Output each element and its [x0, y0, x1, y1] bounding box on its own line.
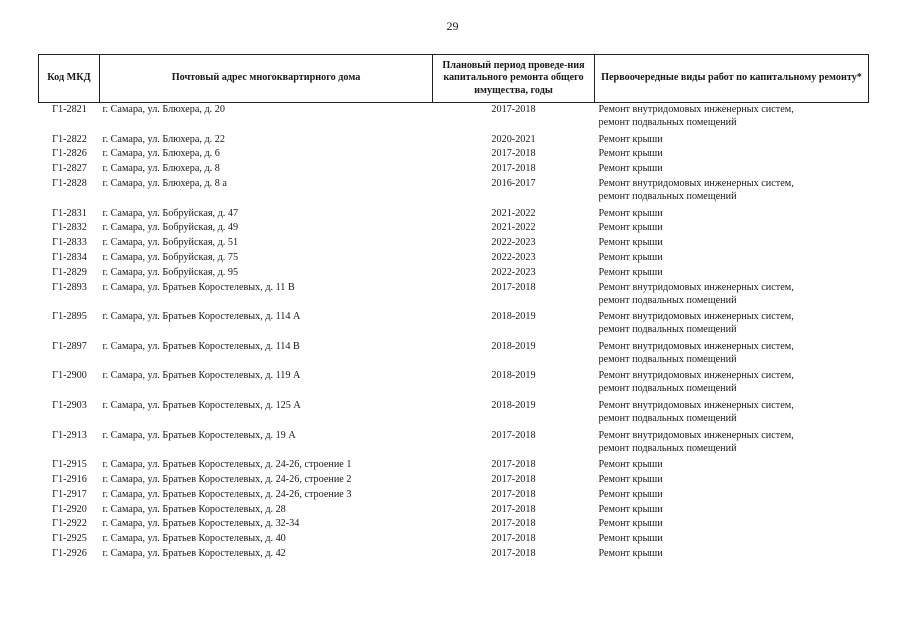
cell-code: Г1-2917 — [52, 488, 87, 500]
cell-code: Г1-2893 — [52, 281, 87, 293]
cell-period: 2022-2023 — [491, 237, 536, 249]
cell-period: 2022-2023 — [491, 266, 536, 278]
cell-works — [595, 281, 869, 311]
table-row — [39, 369, 869, 399]
table-row — [39, 207, 869, 222]
table-header-row — [39, 55, 869, 103]
cell-code: Г1-2920 — [52, 503, 87, 515]
works-line: Ремонт крыши — [598, 518, 663, 530]
header-works: Первоочередные виды работ по капитальному ремонту* — [595, 55, 869, 103]
table-row — [39, 340, 869, 370]
cell-works — [595, 162, 869, 177]
works-line: Ремонт крыши — [598, 473, 663, 485]
cell-works — [595, 251, 869, 266]
repair-plan-table — [38, 54, 869, 562]
cell-address: г. Самара, ул. Братьев Коростелевых, д. 24-26, строение 3 — [102, 488, 352, 500]
table-row — [39, 177, 869, 207]
cell-period: 2022-2023 — [491, 251, 536, 263]
cell-period: 2018-2019 — [491, 340, 536, 352]
cell-address: г. Самара, ул. Братьев Коростелевых, д. 119 А — [102, 370, 301, 382]
works-line: Ремонт крыши — [598, 163, 663, 175]
cell-period: 2020-2021 — [491, 133, 536, 145]
cell-code: Г1-2834 — [52, 251, 87, 263]
cell-period: 2017-2018 — [491, 473, 536, 485]
cell-period: 2016-2017 — [491, 177, 536, 189]
cell-code: Г1-2833 — [52, 237, 87, 249]
cell-code: Г1-2826 — [52, 148, 87, 160]
works-line: Ремонт крыши — [598, 207, 663, 219]
cell-code: Г1-2822 — [52, 133, 87, 145]
cell-code: Г1-2922 — [52, 518, 87, 530]
cell-address: г. Самара, ул. Братьев Коростелевых, д. 32-34 — [102, 518, 300, 530]
header-code: Код МКД — [39, 55, 100, 103]
cell-period: 2017-2018 — [491, 547, 536, 559]
works-line: Ремонт внутридомовых инженерных систем, — [598, 340, 794, 352]
cell-works — [595, 547, 869, 562]
cell-period: 2017-2018 — [491, 163, 536, 175]
cell-works — [595, 369, 869, 399]
cell-address: г. Самара, ул. Братьев Коростелевых, д. 11 В — [102, 281, 295, 293]
cell-code: Г1-2828 — [52, 177, 87, 189]
cell-address: г. Самара, ул. Братьев Коростелевых, д. 114 А — [102, 311, 301, 323]
table-row — [39, 266, 869, 281]
cell-code: Г1-2903 — [52, 399, 87, 411]
table-row — [39, 251, 869, 266]
table-row — [39, 133, 869, 148]
works-line: ремонт подвальных помещений — [598, 383, 737, 395]
cell-code: Г1-2827 — [52, 163, 87, 175]
works-line: ремонт подвальных помещений — [598, 190, 737, 202]
cell-period: 2017-2018 — [491, 503, 536, 515]
works-line: Ремонт крыши — [598, 547, 663, 559]
works-line: Ремонт крыши — [598, 266, 663, 278]
cell-period: 2017-2018 — [491, 533, 536, 545]
cell-works — [595, 473, 869, 488]
cell-address: г. Самара, ул. Бобруйская, д. 95 — [102, 266, 239, 278]
cell-works — [595, 517, 869, 532]
cell-address: г. Самара, ул. Бобруйская, д. 47 — [102, 207, 239, 219]
table-row — [39, 429, 869, 459]
cell-code: Г1-2832 — [52, 222, 87, 234]
works-line: ремонт подвальных помещений — [598, 412, 737, 424]
table-row — [39, 503, 869, 518]
works-line: Ремонт крыши — [598, 503, 663, 515]
works-line: Ремонт внутридомовых инженерных систем, — [598, 370, 794, 382]
works-line: ремонт подвальных помещений — [598, 324, 737, 336]
cell-address: г. Самара, ул. Блюхера, д. 20 — [102, 104, 225, 115]
cell-code: Г1-2829 — [52, 266, 87, 278]
cell-address: г. Самара, ул. Бобруйская, д. 75 — [102, 251, 239, 263]
cell-period: 2017-2018 — [491, 104, 536, 115]
cell-address: г. Самара, ул. Братьев Коростелевых, д. 42 — [102, 547, 286, 559]
table-row — [39, 236, 869, 251]
cell-works — [595, 221, 869, 236]
works-line: Ремонт внутридомовых инженерных систем, — [598, 429, 794, 441]
works-line: Ремонт крыши — [598, 251, 663, 263]
cell-code: Г1-2925 — [52, 533, 87, 545]
table-row — [39, 458, 869, 473]
cell-works — [595, 103, 869, 133]
table-row — [39, 517, 869, 532]
cell-address: г. Самара, ул. Братьев Коростелевых, д. 125 А — [102, 399, 301, 411]
cell-address: г. Самара, ул. Бобруйская, д. 49 — [102, 222, 239, 234]
cell-works — [595, 133, 869, 148]
works-line: Ремонт крыши — [598, 222, 663, 234]
cell-code: Г1-2897 — [52, 340, 87, 352]
cell-period: 2017-2018 — [491, 459, 536, 471]
works-line: Ремонт внутридомовых инженерных систем, — [598, 281, 794, 293]
works-line: Ремонт внутридомовых инженерных систем, — [598, 311, 794, 323]
cell-code: Г1-2913 — [52, 429, 87, 441]
works-line: Ремонт крыши — [598, 237, 663, 249]
cell-address: г. Самара, ул. Братьев Коростелевых, д. 114 В — [102, 340, 300, 352]
works-line: ремонт подвальных помещений — [598, 294, 737, 306]
header-period: Плановый период проведе-ния капитального ремонта общего имущества, годы — [433, 55, 595, 103]
page-number: 29 — [446, 19, 459, 33]
cell-address: г. Самара, ул. Братьев Коростелевых, д. 19 А — [102, 429, 296, 441]
cell-works — [595, 503, 869, 518]
cell-address: г. Самара, ул. Бобруйская, д. 51 — [102, 237, 239, 249]
cell-period: 2017-2018 — [491, 488, 536, 500]
works-line: Ремонт внутридомовых инженерных систем, — [598, 399, 794, 411]
table-row — [39, 547, 869, 562]
cell-period: 2018-2019 — [491, 370, 536, 382]
table-row — [39, 532, 869, 547]
cell-address: г. Самара, ул. Братьев Коростелевых, д. 40 — [102, 533, 286, 545]
table-row — [39, 473, 869, 488]
cell-period: 2018-2019 — [491, 399, 536, 411]
works-line: Ремонт крыши — [598, 148, 663, 160]
cell-works — [595, 236, 869, 251]
cell-address: г. Самара, ул. Братьев Коростелевых, д. 28 — [102, 503, 286, 515]
table-row — [39, 147, 869, 162]
works-line: Ремонт крыши — [598, 459, 663, 471]
cell-code: Г1-2916 — [52, 473, 87, 485]
cell-works — [595, 207, 869, 222]
works-line: ремонт подвальных помещений — [598, 442, 737, 454]
cell-period: 2021-2022 — [491, 207, 536, 219]
cell-period: 2017-2018 — [491, 429, 536, 441]
table-row — [39, 221, 869, 236]
table-row — [39, 162, 869, 177]
cell-address: г. Самара, ул. Братьев Коростелевых, д. 24-26, строение 1 — [102, 459, 352, 471]
works-line: Ремонт крыши — [598, 488, 663, 500]
cell-code: Г1-2831 — [52, 207, 87, 219]
cell-works — [595, 532, 869, 547]
cell-address: г. Самара, ул. Блюхера, д. 8 — [102, 163, 220, 175]
cell-code: Г1-2900 — [52, 370, 87, 382]
cell-address: г. Самара, ул. Братьев Коростелевых, д. 24-26, строение 2 — [102, 473, 352, 485]
cell-works — [595, 177, 869, 207]
cell-period: 2017-2018 — [491, 281, 536, 293]
header-address: Почтовый адрес многоквартирного дома — [100, 55, 433, 103]
cell-address: г. Самара, ул. Блюхера, д. 6 — [102, 148, 220, 160]
works-line: ремонт подвальных помещений — [598, 353, 737, 365]
table-row — [39, 399, 869, 429]
cell-works — [595, 399, 869, 429]
cell-period: 2017-2018 — [491, 518, 536, 530]
cell-address: г. Самара, ул. Блюхера, д. 22 — [102, 133, 225, 145]
cell-works — [595, 429, 869, 459]
works-line: ремонт подвальных помещений — [598, 117, 737, 128]
cell-works — [595, 310, 869, 340]
cell-code: Г1-2895 — [52, 311, 87, 323]
cell-address: г. Самара, ул. Блюхера, д. 8 а — [102, 177, 227, 189]
cell-period: 2017-2018 — [491, 148, 536, 160]
works-line: Ремонт внутридомовых инженерных систем, — [598, 104, 794, 115]
works-line: Ремонт внутридомовых инженерных систем, — [598, 177, 794, 189]
cell-period: 2021-2022 — [491, 222, 536, 234]
table-row — [39, 281, 869, 311]
cell-works — [595, 340, 869, 370]
cell-period: 2018-2019 — [491, 311, 536, 323]
cell-works — [595, 458, 869, 473]
cell-works — [595, 147, 869, 162]
table-row — [39, 310, 869, 340]
table-row — [39, 488, 869, 503]
cell-works — [595, 488, 869, 503]
works-line: Ремонт крыши — [598, 533, 663, 545]
works-line: Ремонт крыши — [598, 133, 663, 145]
table-row — [39, 103, 869, 133]
cell-code: Г1-2915 — [52, 459, 87, 471]
cell-works — [595, 266, 869, 281]
cell-code: Г1-2821 — [52, 104, 87, 115]
cell-code: Г1-2926 — [52, 547, 87, 559]
table-body — [39, 103, 869, 562]
